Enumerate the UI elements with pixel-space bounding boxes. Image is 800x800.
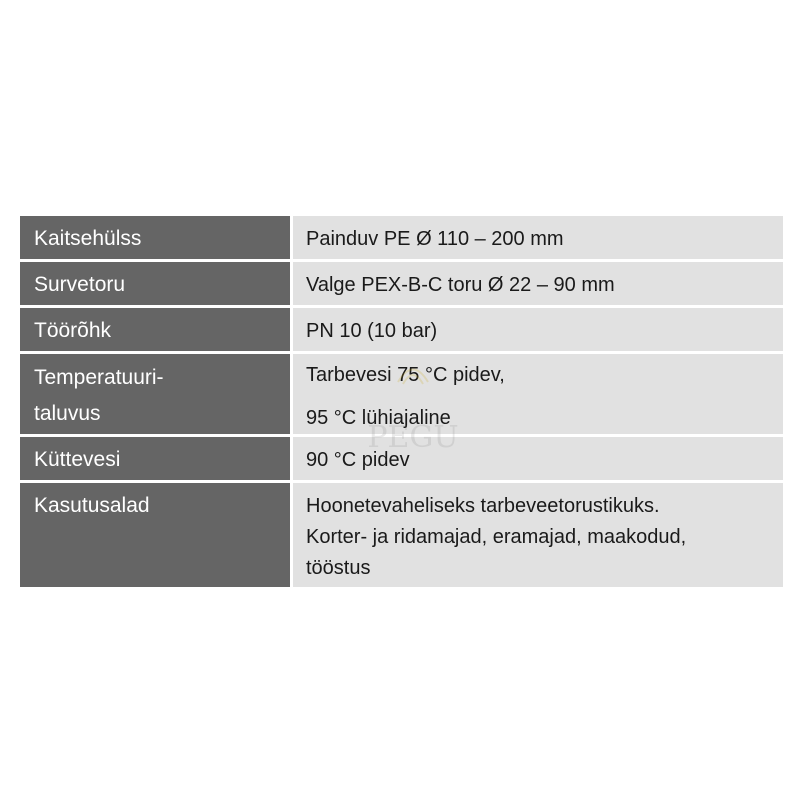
row-label: Survetoru bbox=[20, 262, 290, 305]
row-value: Painduv PE Ø 110 – 200 mm bbox=[293, 216, 783, 259]
table-row bbox=[20, 354, 783, 434]
row-value: 90 °C pidev bbox=[293, 437, 783, 480]
table-row bbox=[20, 483, 783, 587]
row-label: Kasutusalad bbox=[20, 483, 290, 587]
row-value: Tarbevesi 75 °C pidev, 95 °C lühiajaline bbox=[293, 354, 783, 434]
row-label: Temperatuuri- taluvus bbox=[20, 354, 290, 434]
row-value: Valge PEX-B-C toru Ø 22 – 90 mm bbox=[293, 262, 783, 305]
spec-table bbox=[20, 216, 783, 590]
row-value: Hoonetevaheliseks tarbeveetorustikuks. Korter- ja ridamajad, eramajad, maakodud, tööstus bbox=[293, 483, 783, 587]
row-label: Küttevesi bbox=[20, 437, 290, 480]
table-row bbox=[20, 437, 783, 480]
row-label: Kaitsehülss bbox=[20, 216, 290, 259]
table-row bbox=[20, 262, 783, 305]
row-value: PN 10 (10 bar) bbox=[293, 308, 783, 351]
row-label: Töörõhk bbox=[20, 308, 290, 351]
table-row bbox=[20, 308, 783, 351]
table-row bbox=[20, 216, 783, 259]
